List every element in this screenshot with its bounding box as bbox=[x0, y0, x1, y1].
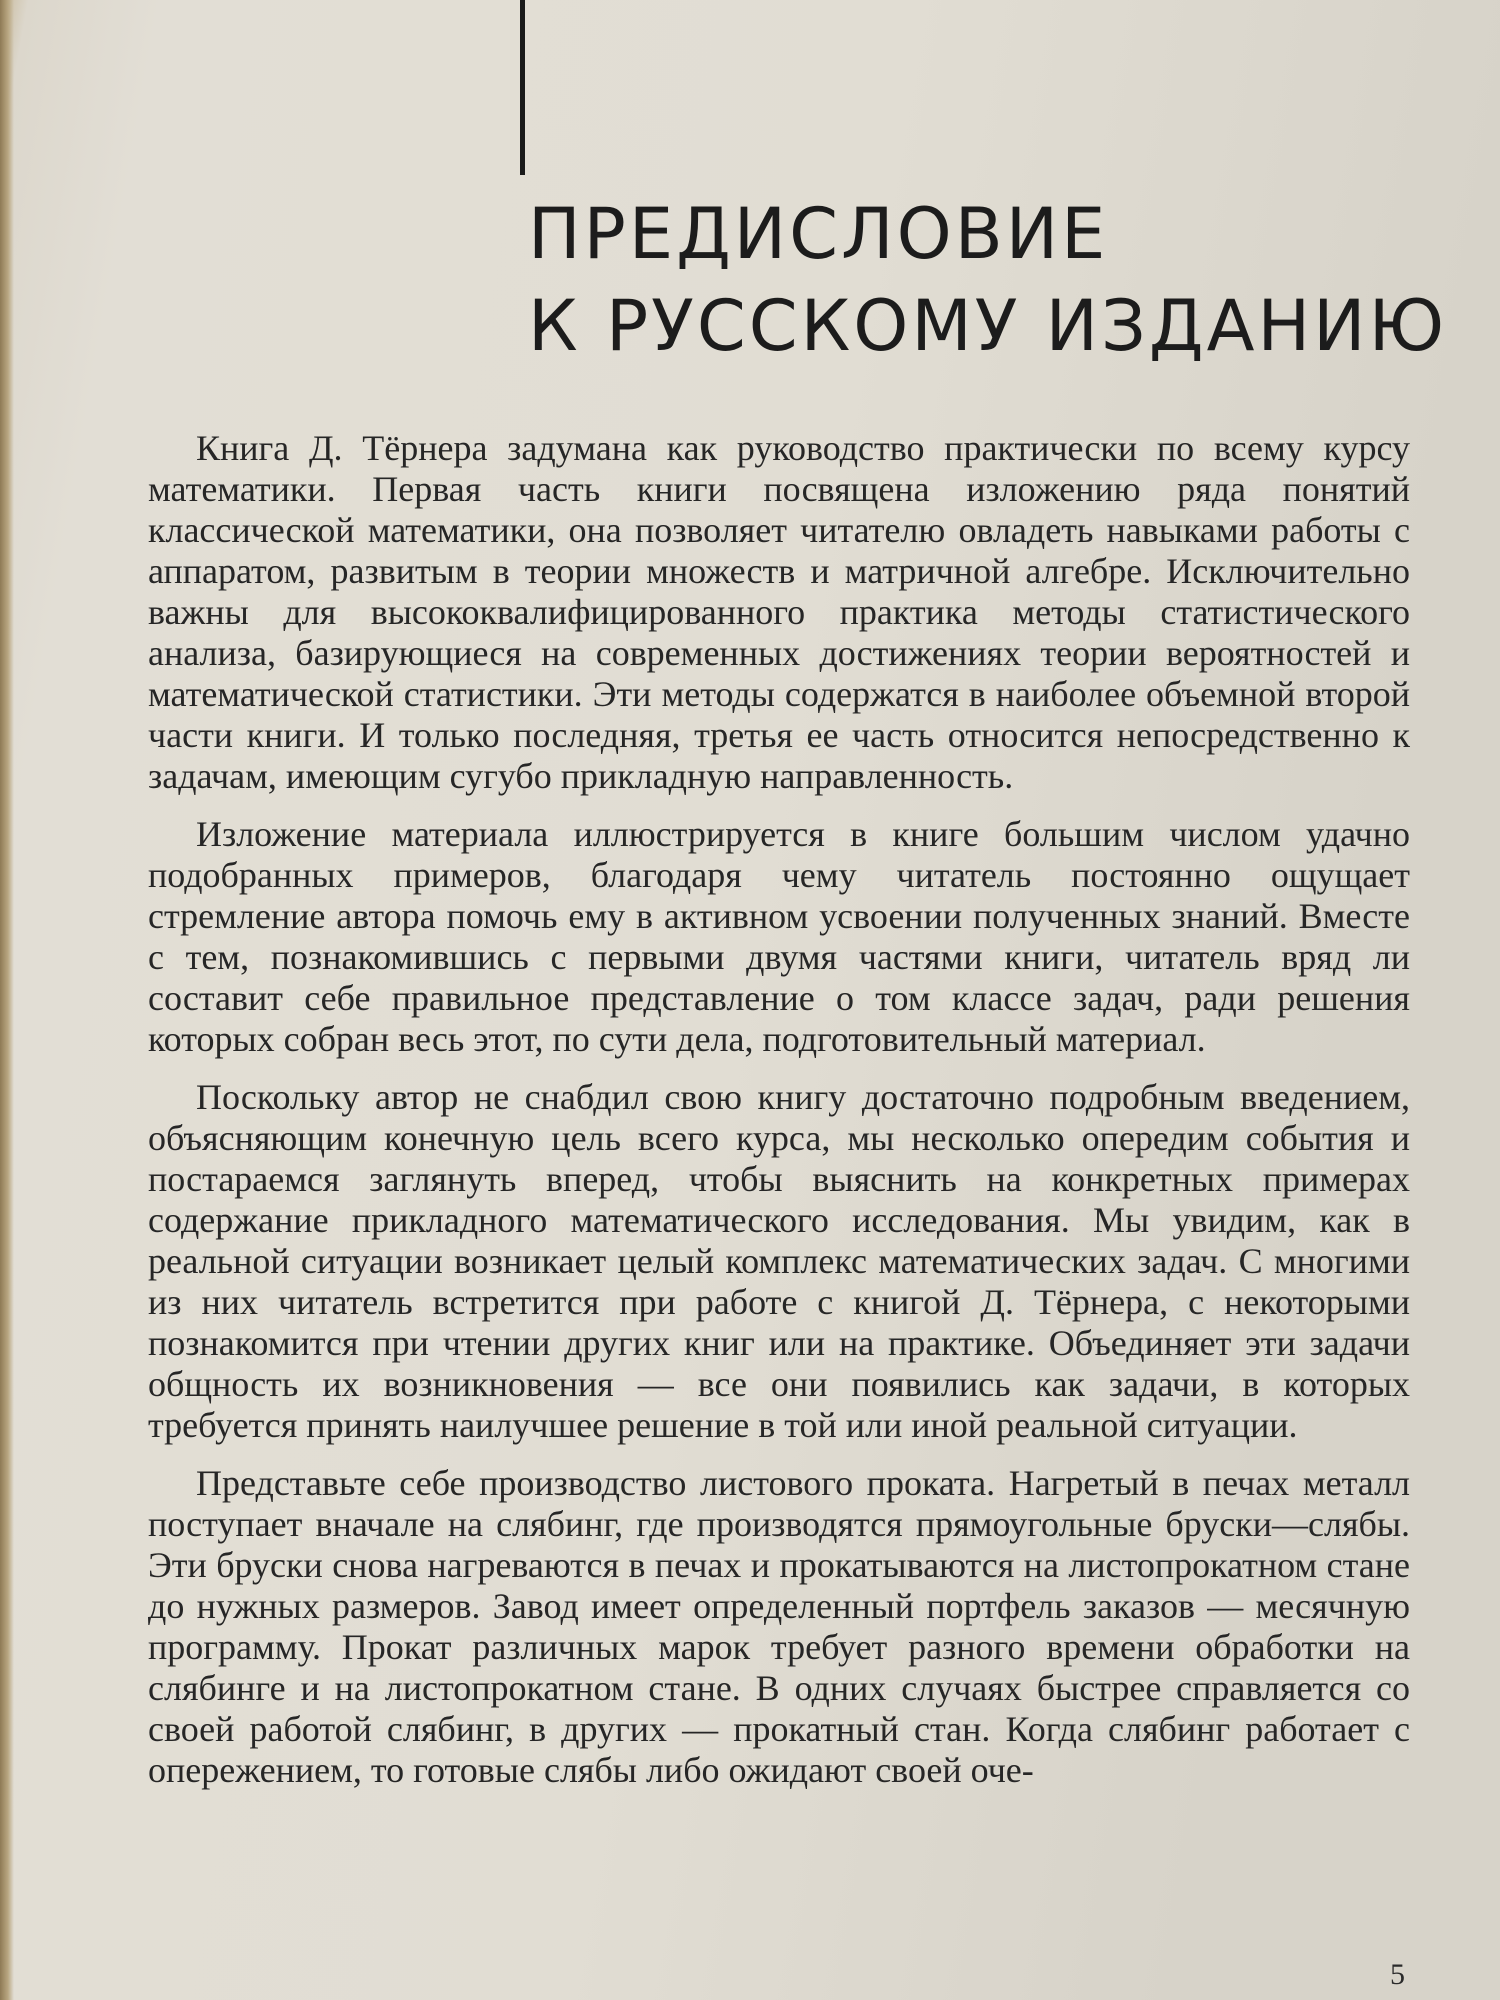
page-number: 5 bbox=[1390, 1958, 1405, 1991]
body-text bbox=[148, 428, 1410, 1808]
page-spine-edge bbox=[0, 0, 14, 2000]
chapter-title-line-1: ПРЕДИСЛОВИЕ bbox=[528, 193, 1109, 275]
chapter-title-line-2: К РУССКОМУ ИЗДАНИЮ bbox=[528, 285, 1448, 367]
chapter-title bbox=[528, 188, 1448, 372]
paragraph-4: Представьте себе производство листового проката. Нагретый в печах металл поступает вначале на слябинг, где производятся прямоугольные бруски—слябы. Эти бруски снова нагреваются в печах и прокатываются на листопрокатном стане до нужных размеров. Завод имеет определенный портфель заказов — месячную программу. Прокат различных марок требует разного времени обработки на слябинге и на листопрокатном стане. В одних случаях быстрее справляется со своей работой слябинг, в других — прокатный стан. Когда слябинг работает с опережением, то готовые слябы либо ожидают своей оче- bbox=[148, 1463, 1410, 1790]
paragraph-1: Книга Д. Тёрнера задумана как руководство практически по всему курсу математики. Первая часть книги посвящена изложению ряда понятий классической математики, она позволяет читателю овладеть навыками работы с аппаратом, развитым в теории множеств и матричной алгебре. Исключительно важны для высококвалифицированного практика методы статистического анализа, базирующиеся на современных достижениях теории вероятностей и математической статистики. Эти методы содержатся в наиболее объемной второй части книги. И только последняя, третья ее часть относится непосредственно к задачам, имеющим сугубо прикладную направленность. bbox=[148, 428, 1410, 796]
paragraph-3: Поскольку автор не снабдил свою книгу достаточно подробным введением, объясняющим конечную цель всего курса, мы несколько опередим события и постараемся заглянуть вперед, чтобы выяснить на конкретных примерах содержание прикладного математического исследования. Мы увидим, как в реальной ситуации возникает целый комплекс математических задач. С многими из них читатель встретится при работе с книгой Д. Тёрнера, с некоторыми познакомится при чтении других книг или на практике. Объединяет эти задачи общность их возникновения — все они появились как задачи, в которых требуется принять наилучшее решение в той или иной реальной ситуации. bbox=[148, 1077, 1410, 1445]
paragraph-2: Изложение материала иллюстрируется в книге большим числом удачно подобранных примеров, благодаря чему читатель постоянно ощущает стремление автора помочь ему в активном усвоении полученных знаний. Вместе с тем, познакомившись с первыми двумя частями книги, читатель вряд ли составит себе правильное представление о том классе задач, ради решения которых собран весь этот, по сути дела, подготовительный материал. bbox=[148, 814, 1410, 1059]
vertical-rule bbox=[520, 0, 525, 175]
